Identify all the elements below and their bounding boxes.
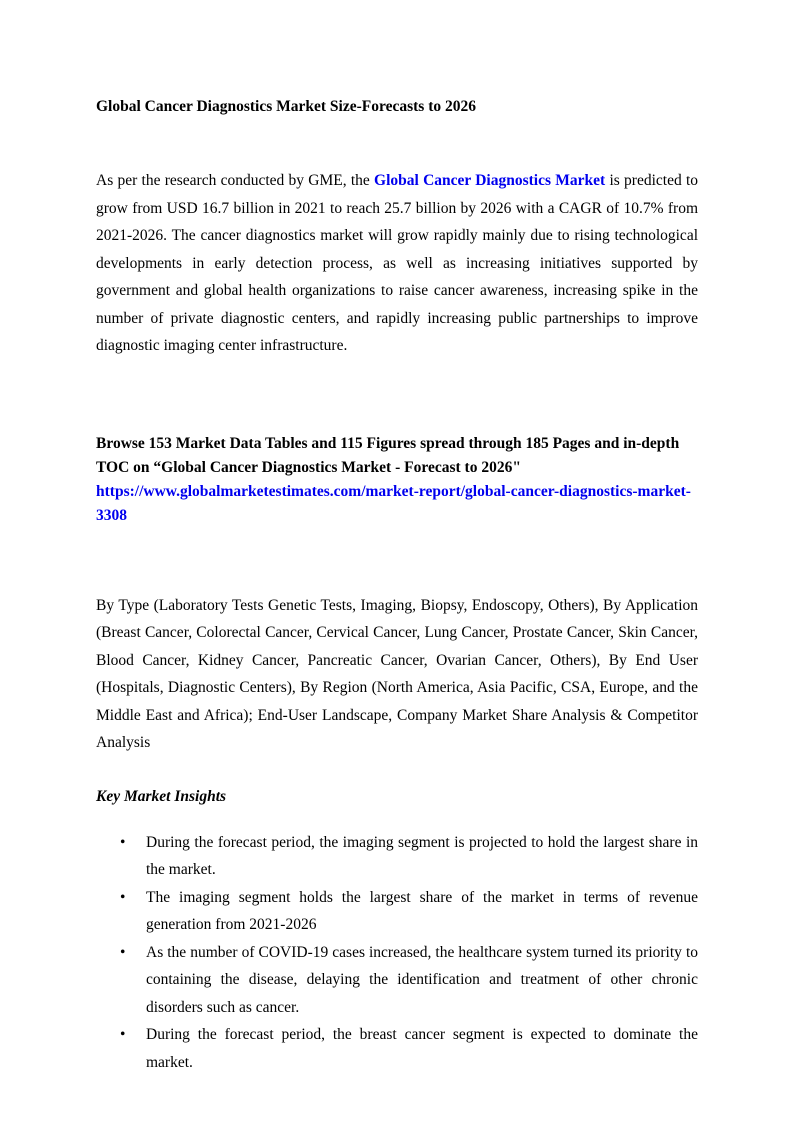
- key-market-insights-heading: Key Market Insights: [96, 787, 227, 805]
- list-item: • During the forecast period, the breast cancer segment is expected to dominate the market.: [120, 1021, 698, 1076]
- intro-text-pre: As per the research conducted by GME, the: [96, 172, 375, 190]
- intro-paragraph: [96, 167, 698, 360]
- intro-text-post: is predicted to grow from USD 16.7 billion in 2021 to reach 25.7 billion by 2026 with a CAGR of 10.7% from 2021-2026. The cancer diagnostics market will grow rapidly mainly due to rising technological developments in early detection process, as well as increasing initiatives supported by government and global health organizations to raise cancer awareness, increasing spike in the number of private diagnostic centers, and rapidly increasing public partnerships to improve diagnostic imaging center infrastructure.: [96, 172, 699, 355]
- segmentation-paragraph: By Type (Laboratory Tests Genetic Tests, Imaging, Biopsy, Endoscopy, Others), By Application (Breast Cancer, Colorectal Cancer, Cervical Cancer, Lung Cancer, Prostate Cancer, Skin Cancer, Blood Cancer, Kidney Cancer, Pancreatic Cancer, Ovarian Cancer, Others), By End User (Hospitals, Diagnostic Centers), By Region (North America, Asia Pacific, CSA, Europe, and the Middle East and Africa); End-User Landscape, Company Market Share Analysis & Competitor Analysis: [96, 596, 698, 752]
- browse-text: Browse 153 Market Data Tables and 115 Figures spread through 185 Pages and in-depth TOC on “Global Cancer Diagnostics Market - Forecast to 2026": [96, 434, 680, 476]
- market-report-link[interactable]: Global Cancer Diagnostics Market: [374, 172, 606, 190]
- report-url-link[interactable]: https://www.globalmarketestimates.com/market-report/global-cancer-diagnostics-market-3308: [96, 482, 691, 524]
- list-item: • As the number of COVID-19 cases increased, the healthcare system turned its priority to containing the disease, delaying the identification and treatment of other chronic disorders such as cancer.: [120, 939, 698, 1022]
- browse-paragraph: [96, 432, 698, 528]
- list-item: • During the forecast period, the imaging segment is projected to hold the largest share in the market.: [120, 829, 698, 884]
- insights-list: [96, 829, 698, 1077]
- document-title: Global Cancer Diagnostics Market Size-Forecasts to 2026: [96, 98, 476, 115]
- list-item: • The imaging segment holds the largest share of the market in terms of revenue generation from 2021-2026: [120, 884, 698, 939]
